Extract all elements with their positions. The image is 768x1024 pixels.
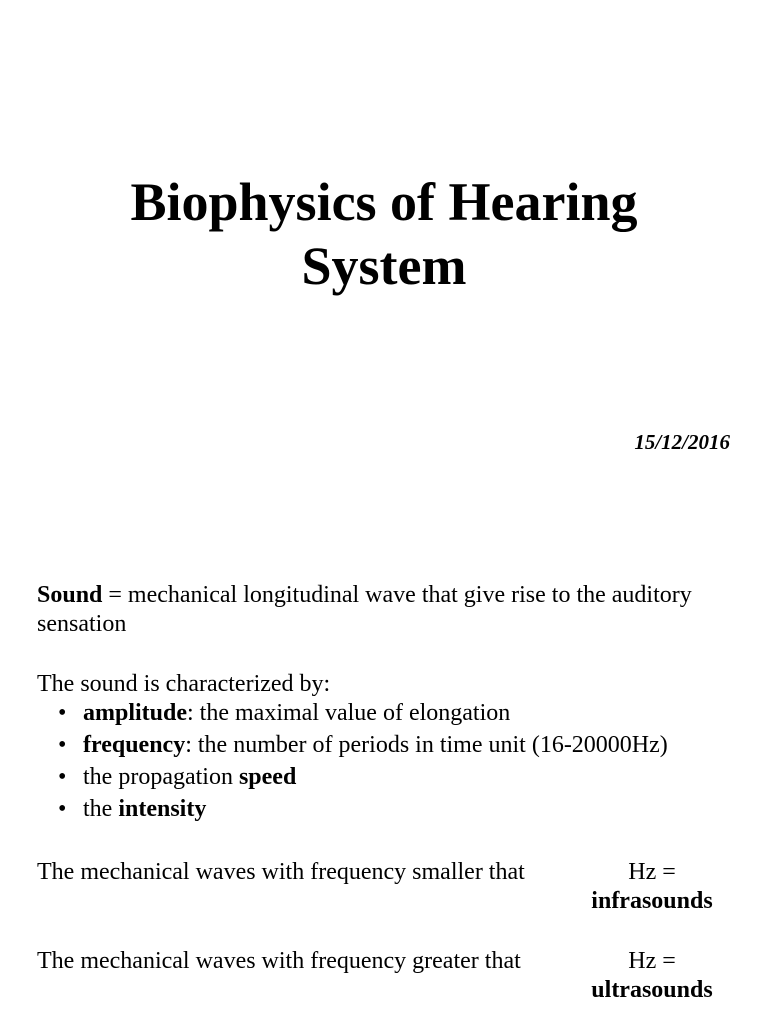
infrasound-unit: Hz = [628, 859, 676, 885]
infrasound-unit-block [582, 858, 722, 916]
sound-definition [37, 581, 737, 639]
ultrasound-sentence: The mechanical waves with frequency greater that [37, 948, 521, 974]
item-bold: intensity [118, 796, 207, 822]
item-bold: amplitude [83, 700, 188, 726]
bullet-icon: • [58, 764, 67, 790]
bullet-icon: • [58, 700, 67, 726]
list-item [58, 731, 668, 763]
item-pre: the propagation [83, 764, 239, 790]
definition-term: Sound [37, 582, 103, 608]
item-bold: frequency [83, 732, 186, 758]
infrasound-sentence: The mechanical waves with frequency smaller that [37, 859, 525, 885]
ultrasound-unit-block [582, 947, 722, 1005]
definition-text: = mechanical longitudinal wave that give rise to the auditory sensation [37, 582, 692, 637]
list-item [58, 795, 668, 827]
ultrasound-unit: Hz = [628, 948, 676, 974]
bullet-icon: • [58, 796, 67, 822]
bullet-icon: • [58, 732, 67, 758]
title-line-2: System [301, 236, 467, 296]
title-line-1: Biophysics of Hearing [130, 172, 638, 232]
document-date: 15/12/2016 [634, 430, 730, 454]
item-bold: speed [238, 764, 297, 790]
list-item [58, 763, 668, 795]
item-pre: the [83, 796, 119, 822]
item-post: : the number of periods in time unit (16-20000Hz) [185, 732, 668, 758]
characteristics-list [58, 699, 668, 827]
item-post: : the maximal value of elongation [187, 700, 511, 726]
list-item [58, 699, 668, 731]
characteristics-intro: The sound is characterized by: [37, 671, 331, 697]
ultrasound-term: ultrasounds [591, 977, 713, 1003]
infrasound-term: infrasounds [591, 888, 713, 914]
page-title [0, 170, 768, 298]
